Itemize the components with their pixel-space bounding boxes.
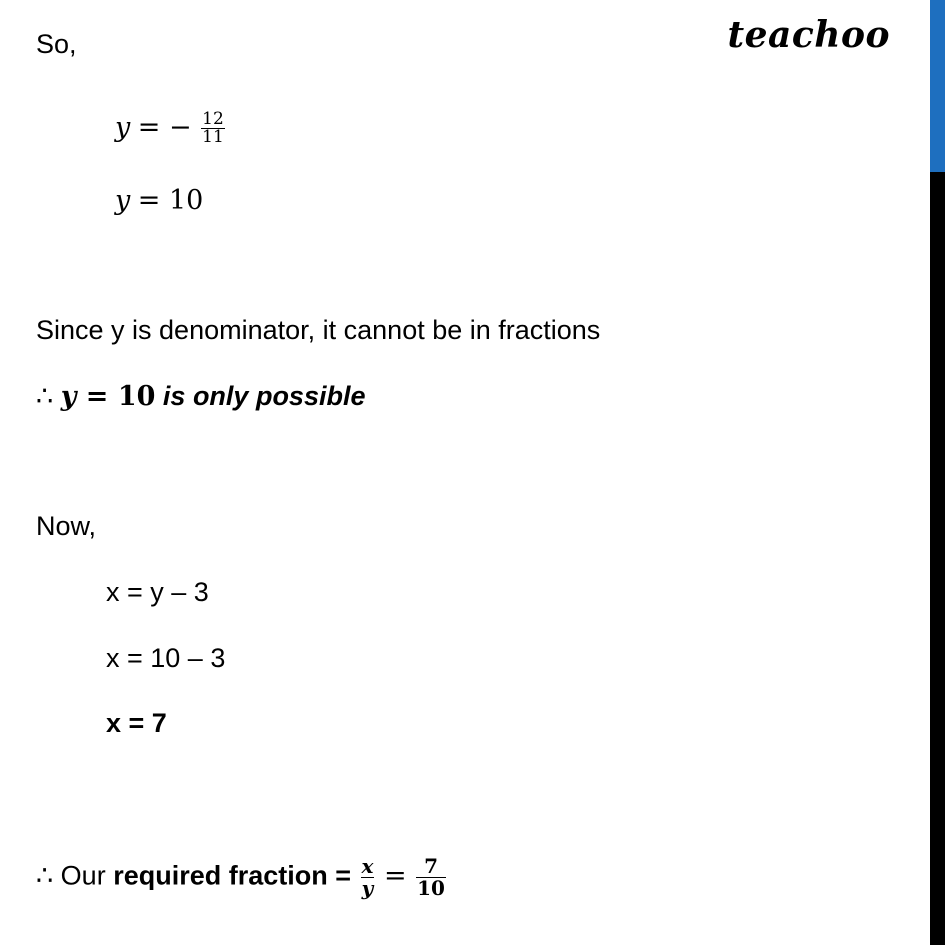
var-y: y — [115, 185, 131, 216]
fraction-x-over-y — [361, 856, 375, 899]
equation-y-negative — [115, 110, 227, 147]
fraction-7-over-10 — [416, 856, 446, 899]
teachoo-logo: teachoo — [727, 14, 890, 56]
fraction-denominator: 11 — [202, 127, 224, 148]
final-prefix: ∴ Our — [36, 860, 114, 891]
equation-y-ten — [115, 183, 203, 218]
therefore-symbol: ∴ — [36, 381, 54, 411]
bold-equals-ten: = 10 — [76, 381, 156, 412]
fraction-numerator: 7 — [416, 856, 446, 878]
fraction-numerator: 12 — [202, 108, 224, 129]
final-bold-text: required fraction = — [113, 860, 359, 891]
text-so: So, — [36, 29, 77, 59]
fraction-denominator: y — [361, 876, 374, 900]
var-y: y — [115, 112, 131, 143]
equation-x3: x = 7 — [106, 708, 167, 738]
final-equals: = — [383, 860, 407, 892]
text-since: Since y is denominator, it cannot be in fractions — [36, 315, 601, 345]
text-now: Now, — [36, 511, 97, 541]
text-only-possible: is only possible — [162, 381, 366, 411]
final-answer — [36, 856, 448, 899]
conclusion-y-ten — [36, 379, 365, 414]
fraction-12-11 — [201, 108, 225, 148]
equals-ten: = 10 — [137, 185, 204, 216]
equation-x2: x = 10 – 3 — [106, 643, 226, 673]
equation-x1: x = y – 3 — [106, 577, 209, 607]
equals-minus: = − — [137, 112, 192, 143]
bold-var-y: y — [60, 381, 77, 412]
fraction-denominator: 10 — [417, 876, 445, 900]
scrollbar-thumb[interactable] — [930, 0, 945, 172]
fraction-numerator: x — [361, 854, 374, 878]
